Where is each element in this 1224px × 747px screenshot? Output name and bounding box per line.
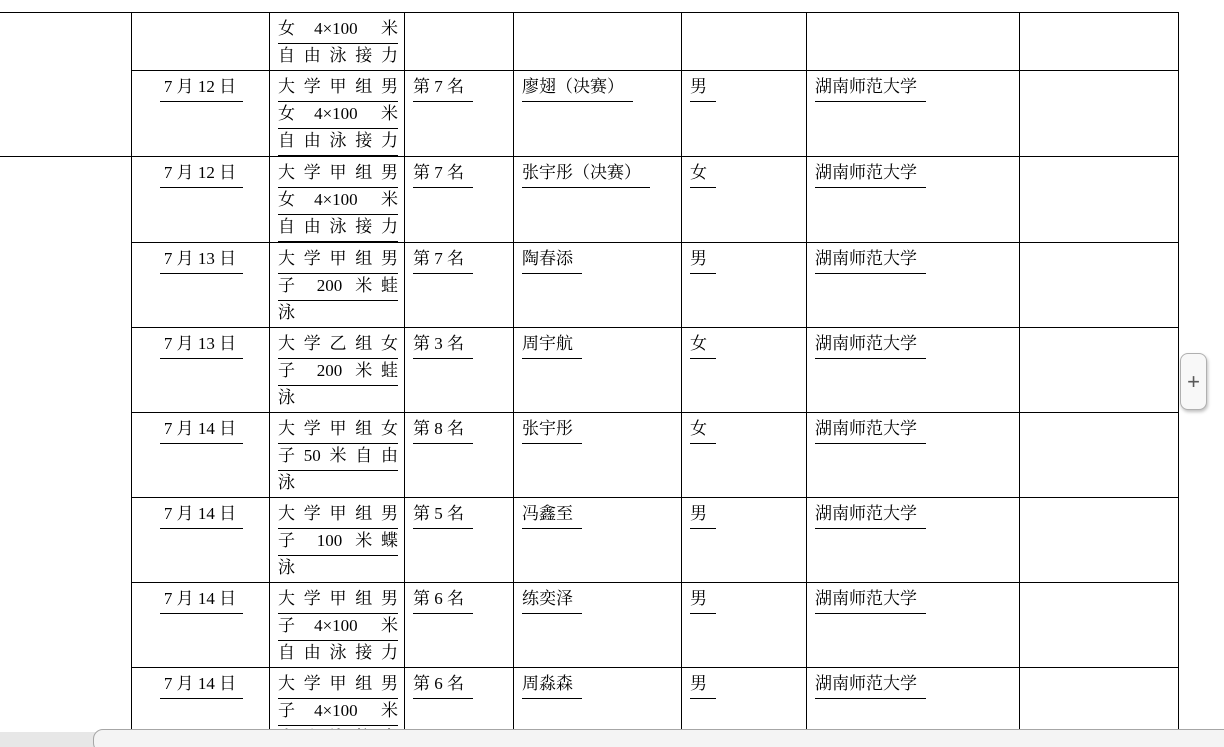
cell-gender[interactable]	[682, 328, 807, 413]
table-row	[0, 498, 1179, 583]
school-text: 湖南师范大学	[815, 672, 926, 699]
gender-text: 女	[690, 161, 716, 188]
event-line-text: 泳	[278, 301, 307, 328]
cell-school[interactable]	[807, 13, 1020, 71]
cell-gender[interactable]	[682, 71, 807, 157]
cell-date[interactable]	[132, 71, 270, 157]
gender-text: 男	[690, 247, 716, 274]
gender-text: 女	[690, 332, 716, 359]
event-line-text: 大学甲组男	[278, 587, 398, 614]
school-text: 湖南师范大学	[815, 587, 926, 614]
cell-name[interactable]	[514, 328, 682, 413]
name-text: 练奕泽	[522, 587, 582, 614]
cell-gender[interactable]	[682, 157, 807, 243]
cell-school[interactable]	[807, 71, 1020, 157]
cell-gender[interactable]	[682, 583, 807, 668]
table-row	[0, 13, 1179, 71]
cell-extra[interactable]	[1020, 71, 1179, 157]
cell-rank[interactable]	[405, 157, 514, 243]
cell-date[interactable]	[132, 583, 270, 668]
rank-text: 第 6 名	[413, 672, 473, 699]
table-row	[0, 413, 1179, 498]
rank-text: 第 7 名	[413, 161, 473, 188]
gender-text: 男	[690, 502, 716, 529]
event-line-text: 子 100 米蝶	[278, 529, 398, 556]
cell-date[interactable]	[132, 328, 270, 413]
school-text: 湖南师范大学	[815, 332, 926, 359]
cell-school[interactable]	[807, 243, 1020, 328]
date-text: 7 月 14 日	[160, 502, 243, 529]
cell-rank[interactable]	[405, 583, 514, 668]
cell-event[interactable]	[270, 413, 405, 498]
gender-text: 女	[690, 417, 716, 444]
event-line-text: 自由泳接力	[278, 641, 398, 668]
event-line-text: 大学乙组女	[278, 332, 398, 359]
table-row	[0, 157, 1179, 243]
cell-school[interactable]	[807, 413, 1020, 498]
gender-text: 男	[690, 75, 716, 102]
table-row	[0, 328, 1179, 413]
cell-event[interactable]	[270, 583, 405, 668]
cell-school[interactable]	[807, 498, 1020, 583]
results-table	[0, 12, 1179, 747]
name-text: 冯鑫至	[522, 502, 582, 529]
event-line-text: 泳	[278, 556, 307, 583]
name-text: 张宇彤（决赛）	[522, 161, 650, 188]
table-row	[0, 71, 1179, 157]
cell-date[interactable]	[132, 413, 270, 498]
cell-date[interactable]	[132, 498, 270, 583]
cell-school[interactable]	[807, 157, 1020, 243]
event-line-text: 子4×100 米	[278, 614, 398, 641]
event-line-text: 自由泳接力	[278, 44, 398, 71]
cell-extra[interactable]	[1020, 413, 1179, 498]
cell-name[interactable]	[514, 498, 682, 583]
event-line-text: 泳	[278, 386, 307, 413]
gender-text: 男	[690, 672, 716, 699]
name-text: 陶春添	[522, 247, 582, 274]
cell-name[interactable]	[514, 413, 682, 498]
event-line-text: 女4×100 米	[278, 188, 398, 215]
cell-date[interactable]	[132, 243, 270, 328]
cell-name[interactable]	[514, 583, 682, 668]
event-line-text: 子 200 米蛙	[278, 359, 398, 386]
table-row	[0, 243, 1179, 328]
event-line-text: 大学甲组男	[278, 502, 398, 529]
date-text: 7 月 13 日	[160, 332, 243, 359]
cell-category[interactable]	[0, 157, 132, 747]
cell-gender[interactable]	[682, 413, 807, 498]
cell-event[interactable]	[270, 71, 405, 157]
date-text: 7 月 12 日	[160, 161, 243, 188]
date-text: 7 月 13 日	[160, 247, 243, 274]
event-line-text: 大学甲组女	[278, 417, 398, 444]
cell-extra[interactable]	[1020, 157, 1179, 243]
cell-name[interactable]	[514, 71, 682, 157]
cell-extra[interactable]	[1020, 328, 1179, 413]
name-text: 张宇彤	[522, 417, 582, 444]
cell-rank[interactable]	[405, 243, 514, 328]
add-page-button[interactable]	[1180, 353, 1207, 410]
date-text: 7 月 14 日	[160, 417, 243, 444]
event-line-text: 子 200 米蛙	[278, 274, 398, 301]
event-line-text: 大学甲组男	[278, 75, 398, 102]
cell-rank[interactable]	[405, 328, 514, 413]
event-line-text: 自由泳接力	[278, 215, 398, 242]
cell-name[interactable]	[514, 13, 682, 71]
cell-rank[interactable]	[405, 413, 514, 498]
cell-category[interactable]	[0, 13, 132, 157]
name-text: 周宇航	[522, 332, 582, 359]
cell-gender[interactable]	[682, 498, 807, 583]
plus-icon: +	[1187, 369, 1200, 394]
rank-text: 第 7 名	[413, 247, 473, 274]
cell-event[interactable]	[270, 328, 405, 413]
gender-text: 男	[690, 587, 716, 614]
table-row	[0, 583, 1179, 668]
event-line-text: 大学甲组男	[278, 672, 398, 699]
event-line-text: 大学甲组男	[278, 161, 398, 188]
date-text: 7 月 14 日	[160, 672, 243, 699]
school-text: 湖南师范大学	[815, 161, 926, 188]
cell-school[interactable]	[807, 328, 1020, 413]
rank-text: 第 7 名	[413, 75, 473, 102]
cell-extra[interactable]	[1020, 583, 1179, 668]
cell-event[interactable]	[270, 243, 405, 328]
cell-gender[interactable]	[682, 243, 807, 328]
cell-rank[interactable]	[405, 13, 514, 71]
event-line-text: 女4×100 米	[278, 17, 398, 44]
event-line-text: 泳	[278, 471, 307, 498]
horizontal-scrollbar-thumb[interactable]	[93, 729, 1224, 747]
cell-date[interactable]	[132, 157, 270, 243]
name-text: 廖翅（决赛）	[522, 75, 633, 102]
cell-gender[interactable]	[682, 13, 807, 71]
cell-rank[interactable]	[405, 498, 514, 583]
cell-date[interactable]	[132, 13, 270, 71]
cell-event[interactable]	[270, 157, 405, 243]
name-text: 周淼森	[522, 672, 582, 699]
event-line-text: 子4×100 米	[278, 699, 398, 726]
school-text: 湖南师范大学	[815, 75, 926, 102]
event-line-text: 大学甲组男	[278, 247, 398, 274]
date-text: 7 月 12 日	[160, 75, 243, 102]
event-line-text: 自由泳接力	[278, 129, 398, 156]
cell-name[interactable]	[514, 243, 682, 328]
rank-text: 第 3 名	[413, 332, 473, 359]
rank-text: 第 6 名	[413, 587, 473, 614]
event-line-text: 子50米自由	[278, 444, 398, 471]
cell-name[interactable]	[514, 157, 682, 243]
cell-extra[interactable]	[1020, 13, 1179, 71]
rank-text: 第 5 名	[413, 502, 473, 529]
school-text: 湖南师范大学	[815, 247, 926, 274]
cell-rank[interactable]	[405, 71, 514, 157]
rank-text: 第 8 名	[413, 417, 473, 444]
cell-extra[interactable]	[1020, 498, 1179, 583]
cell-school[interactable]	[807, 583, 1020, 668]
date-text: 7 月 14 日	[160, 587, 243, 614]
event-line-text: 女4×100 米	[278, 102, 398, 129]
cell-event[interactable]	[270, 13, 405, 71]
school-text: 湖南师范大学	[815, 417, 926, 444]
results-table-body	[0, 13, 1179, 747]
cell-event[interactable]	[270, 498, 405, 583]
cell-extra[interactable]	[1020, 243, 1179, 328]
school-text: 湖南师范大学	[815, 502, 926, 529]
